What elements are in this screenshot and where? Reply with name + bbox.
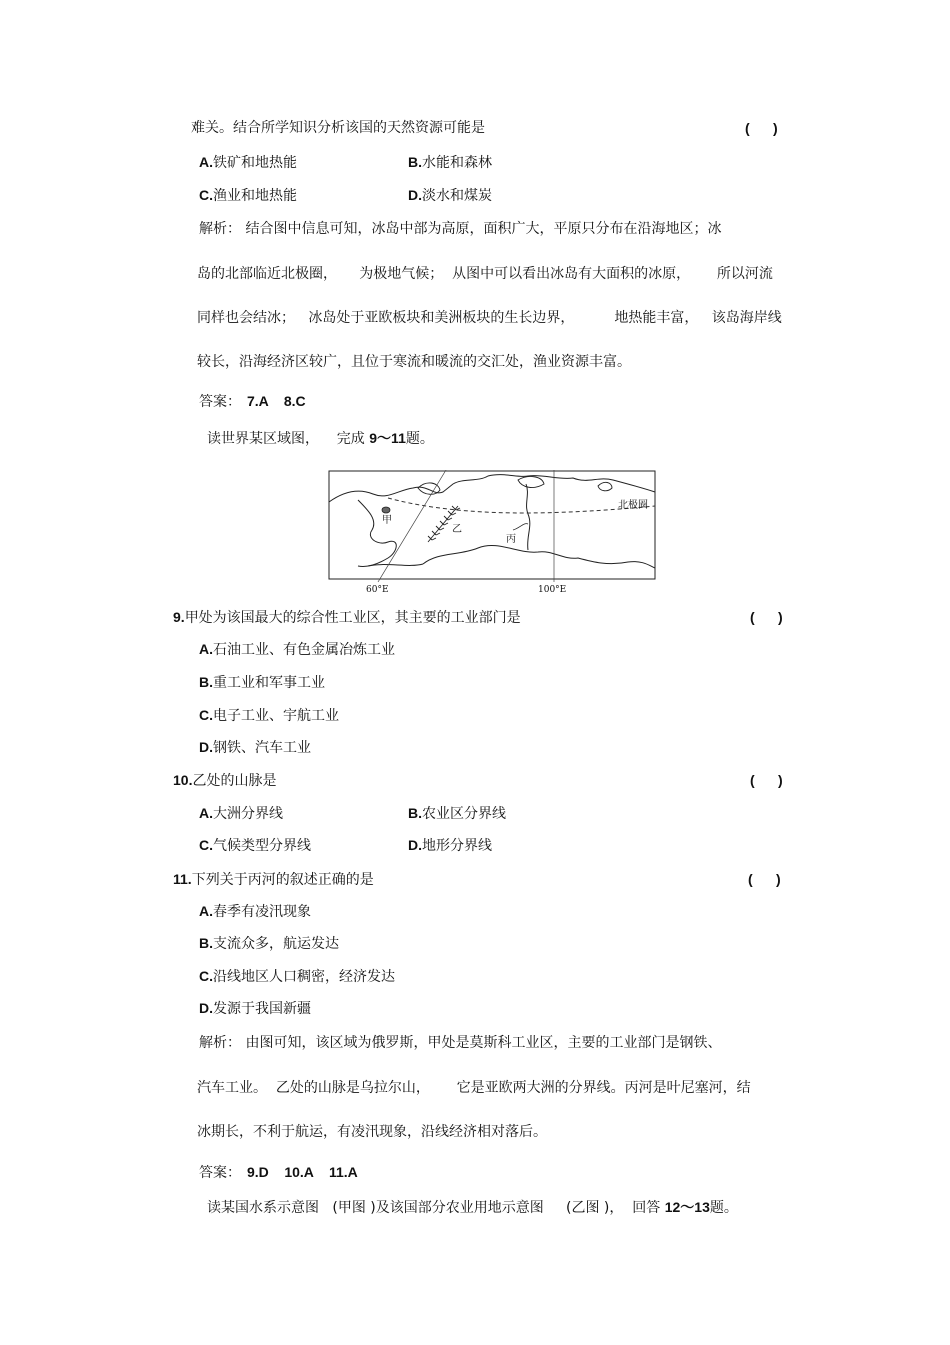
q11-answer-blank[interactable]: ( ) (748, 871, 781, 887)
q10-option-a[interactable] (199, 804, 283, 823)
q10-stem (173, 771, 276, 790)
option-text: 石油工业、有色金属冶炼工业 (213, 642, 395, 658)
answer-line (199, 1163, 358, 1182)
explanation-line: 同样也会结冰； 冰岛处于亚欧板块和美洲板块的生长边界， 地热能丰富， 该岛海岸线 (197, 310, 782, 326)
q8-stem: 难关。结合所学知识分析该国的天然资源可能是 (191, 120, 485, 136)
option-text: 发源于我国新疆 (213, 1001, 311, 1017)
explanation-line: 岛的北部临近北极圈， 为极地气候； 从图中可以看出冰岛有大面积的冰原， 所以河流 (197, 266, 773, 282)
explanation-line: 解析： 由图可知，该区域为俄罗斯，甲处是莫斯科工业区，主要的工业部门是钢铁、 (199, 1035, 722, 1051)
option-text: 电子工业、宇航工业 (213, 708, 339, 724)
question-range: 12～13 (664, 1199, 710, 1215)
option-letter: A. (199, 805, 213, 821)
question-text: 乙处的山脉是 (192, 773, 277, 789)
q10-option-d[interactable] (408, 836, 492, 855)
intro-text: 题。 (405, 431, 434, 447)
option-text: 水能和森林 (422, 155, 492, 171)
explanation-line: 汽车工业。 乙处的山脉是乌拉尔山， 它是亚欧两大洲的分界线。丙河是叶尼塞河，结 (197, 1080, 751, 1096)
option-text: 淡水和煤炭 (422, 188, 492, 204)
option-letter: C. (199, 968, 213, 984)
option-letter: A. (199, 154, 213, 170)
q9-option-a[interactable] (199, 640, 395, 659)
q8-option-d[interactable] (408, 186, 492, 205)
q8-answer-blank[interactable]: ( ) (745, 120, 778, 136)
answer-value: 7.A 8.C (247, 393, 306, 409)
q8-option-c[interactable] (199, 186, 297, 205)
label-bing: 丙 (506, 534, 516, 545)
option-letter: D. (408, 187, 422, 203)
option-letter: C. (199, 187, 213, 203)
option-letter: B. (408, 805, 422, 821)
answer-label: 答案： (199, 1165, 241, 1181)
option-text: 支流众多，航运发达 (213, 936, 339, 952)
q9-answer-blank[interactable]: ( ) (750, 609, 783, 625)
label-yi: 乙 (452, 524, 462, 535)
q9-option-b[interactable] (199, 673, 325, 692)
q9-option-d[interactable] (199, 738, 311, 757)
intro-text: 题。 (709, 1200, 738, 1216)
explanation-line: 冰期长，不利于航运，有凌汛现象，沿线经济相对落后。 (197, 1124, 547, 1140)
label-lon-60e: 60°E (366, 585, 389, 594)
question-number: 9. (173, 609, 185, 625)
label-jia: 甲 (382, 515, 392, 526)
q10-option-b[interactable] (408, 804, 506, 823)
explanation-line: 较长，沿海经济区较广，且位于寒流和暖流的交汇处，渔业资源丰富。 (197, 354, 631, 370)
answer-label: 答案： (199, 394, 241, 410)
option-text: 大洲分界线 (213, 806, 283, 822)
option-text: 钢铁、汽车工业 (213, 740, 311, 756)
option-text: 渔业和地热能 (213, 188, 297, 204)
option-text: 春季有凌汛现象 (213, 904, 311, 920)
explanation-line: 解析： 结合图中信息可知，冰岛中部为高原，面积广大，平原只分布在沿海地区；冰 (199, 221, 722, 237)
label-arctic-circle: 北极圈 (618, 500, 648, 511)
q9-option-c[interactable] (199, 706, 339, 725)
intro-text: 读某国水系示意图 (207, 1200, 333, 1216)
option-text: 沿线地区人口稠密，经济发达 (213, 969, 395, 985)
q8-option-b[interactable] (408, 153, 492, 172)
option-letter: B. (199, 935, 213, 951)
option-text: 地形分界线 (422, 838, 492, 854)
option-letter: B. (408, 154, 422, 170)
answer-value: 9.D 10.A 11.A (247, 1164, 358, 1180)
q11-option-c[interactable] (199, 967, 395, 986)
intro-text: 读世界某区域图， 完成 (207, 431, 370, 447)
q11-option-d[interactable] (199, 999, 311, 1018)
question-text: 甲处为该国最大的综合性工业区，其主要的工业部门是 (184, 610, 521, 626)
answer-line (199, 392, 306, 411)
question-number: 11. (173, 871, 192, 887)
intro-12-13 (207, 1198, 738, 1217)
russia-region-map (328, 470, 656, 594)
q10-option-c[interactable] (199, 836, 311, 855)
option-letter: D. (199, 1000, 213, 1016)
intro-text: (乙图 ) (566, 1200, 610, 1216)
question-number: 10. (173, 772, 193, 788)
option-letter: A. (199, 903, 213, 919)
intro-text: 及该国部分农业用地示意图 (375, 1200, 566, 1216)
option-letter: D. (199, 739, 213, 755)
q11-option-b[interactable] (199, 934, 339, 953)
q10-answer-blank[interactable]: ( ) (750, 772, 783, 788)
q8-option-a[interactable] (199, 153, 297, 172)
q9-stem (173, 608, 521, 627)
option-text: 农业区分界线 (422, 806, 506, 822)
intro-text: ， 回答 (609, 1200, 665, 1216)
option-letter: A. (199, 641, 213, 657)
option-text: 气候类型分界线 (213, 838, 311, 854)
option-letter: C. (199, 707, 213, 723)
moscow-region-marker (382, 507, 390, 513)
option-letter: C. (199, 837, 213, 853)
option-letter: B. (199, 674, 213, 690)
intro-9-11 (207, 429, 434, 448)
q11-stem (173, 870, 374, 889)
option-text: 铁矿和地热能 (213, 155, 297, 171)
label-lon-100e: 100°E (538, 585, 567, 594)
option-text: 重工业和军事工业 (213, 675, 325, 691)
option-letter: D. (408, 837, 422, 853)
question-text: 下列关于丙河的叙述正确的是 (191, 872, 374, 888)
question-range: 9～11 (369, 430, 406, 446)
intro-text: (甲图 ) (332, 1200, 376, 1216)
q11-option-a[interactable] (199, 902, 311, 921)
